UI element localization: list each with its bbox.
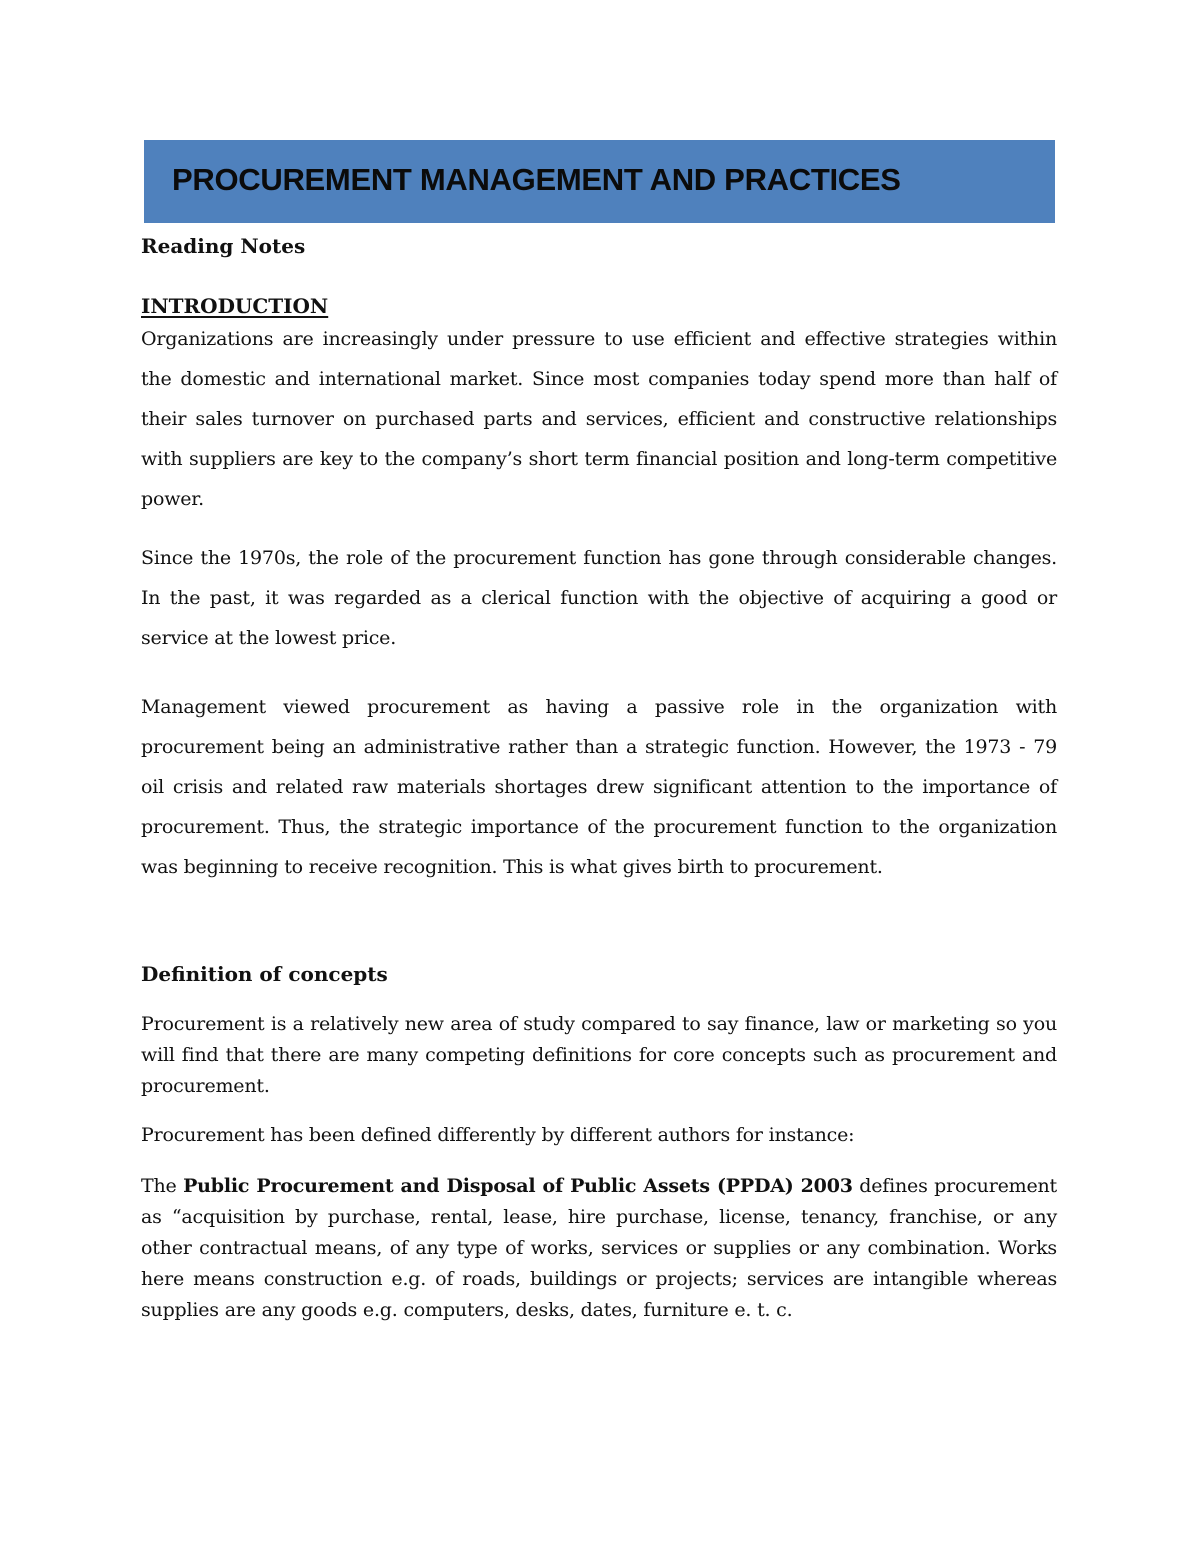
definition-p3-lead: The	[141, 1175, 184, 1197]
introduction-paragraph-2: Since the 1970s, the role of the procurement function has gone through considerable changes. In the past, it was regarded as a clerical function with the objective of acquiring a good or service at the lowest price.	[141, 547, 1057, 649]
ppda-act-name: Public Procurement and Disposal of Public Assets (PPDA) 2003	[183, 1175, 853, 1197]
reading-notes-label: Reading Notes	[141, 234, 306, 258]
definition-paragraph-1-block	[141, 1009, 1057, 1102]
introduction-paragraph-2-block	[141, 538, 1057, 658]
introduction-section	[141, 319, 1057, 519]
definition-paragraph-3	[141, 1171, 1057, 1326]
introduction-paragraph-3: Management viewed procurement as having a passive role in the organization with procurement being an administrative rather than a strategic function. However, the 1973 - 79 oil crisis and related raw materials shortages drew significant attention to the importance of procurement. Thus, the strategic importance of the procurement function to the organization was beginning to receive recognition. This is what gives birth to procurement.	[141, 696, 1057, 878]
title-banner	[144, 140, 1055, 223]
definition-paragraph-1: Procurement is a relatively new area of study compared to say finance, law or marketing so you will find that there are many competing definitions for core concepts such as procurement and procurement.	[141, 1013, 1057, 1097]
document-title: PROCUREMENT MANAGEMENT AND PRACTICES	[172, 162, 901, 197]
definition-paragraph-2: Procurement has been defined differently by different authors for instance:	[141, 1124, 855, 1146]
definition-heading: Definition of concepts	[141, 962, 388, 986]
definition-p3-body: defines procurement as “acquisition by purchase, rental, lease, hire purchase, license, tenancy, franchise, or any other contractual means, of any type of works, services or supplies or any combination. Works here means construction e.g. of roads, buildings or projects; services are intangible whereas supplies are any goods e.g. computers, desks, dates, furniture e. t. c.	[141, 1175, 1057, 1321]
introduction-paragraph-1: Organizations are increasingly under pressure to use efficient and effective strategies within the domestic and international market. Since most companies today spend more than half of their sales turnover on purchased parts and services, efficient and constructive relationships with suppliers are key to the company’s short term financial position and long-term competitive power.	[141, 328, 1057, 510]
introduction-heading: INTRODUCTION	[141, 294, 329, 318]
introduction-paragraph-3-block	[141, 687, 1057, 887]
definition-paragraph-3-block	[141, 1171, 1057, 1326]
definition-paragraph-2-block	[141, 1120, 1057, 1151]
